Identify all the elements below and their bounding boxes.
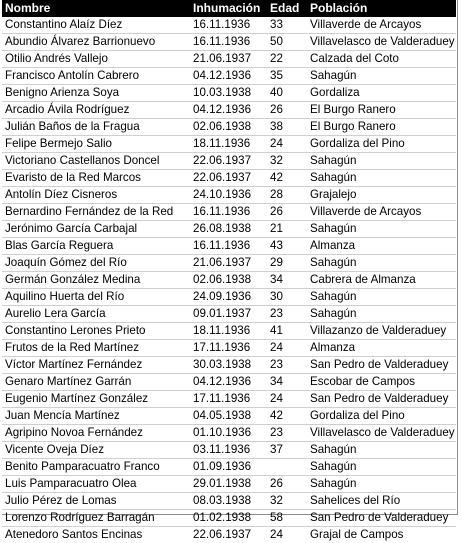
table-row [2, 357, 456, 374]
table-row [2, 306, 456, 323]
cell-edad: 24 [267, 136, 307, 153]
header-nombre: Nombre [2, 0, 190, 17]
cell-poblacion: Villavelasco de Valderaduey [307, 34, 456, 51]
table-row [2, 459, 456, 476]
cell-edad: 58 [267, 510, 307, 527]
header-inhumacion: Inhumación [190, 0, 267, 17]
cell-inhumacion: 29.01.1938 [190, 476, 267, 493]
cell-nombre: Benigno Arienza Soya [2, 85, 190, 102]
cell-poblacion: San Pedro de Valderaduey [307, 357, 456, 374]
cell-poblacion: Grajal de Campos [307, 527, 456, 543]
cell-poblacion: Villaverde de Arcayos [307, 17, 456, 34]
cell-nombre: Germán González Medina [2, 272, 190, 289]
cell-poblacion: Sahagún [307, 459, 456, 476]
cell-nombre: Aquilino Huerta del Río [2, 289, 190, 306]
cell-nombre: Antolín Díez Cisneros [2, 187, 190, 204]
cell-poblacion: Grajalejo [307, 187, 456, 204]
cell-poblacion: Almanza [307, 340, 456, 357]
table-row [2, 340, 456, 357]
cell-poblacion: Sahagún [307, 68, 456, 85]
cell-inhumacion: 30.03.1938 [190, 357, 267, 374]
table-row [2, 170, 456, 187]
cell-inhumacion: 04.12.1936 [190, 68, 267, 85]
cell-edad: 23 [267, 306, 307, 323]
cell-edad: 33 [267, 17, 307, 34]
cell-poblacion: Sahagún [307, 255, 456, 272]
cell-inhumacion: 03.11.1936 [190, 442, 267, 459]
cell-edad: 24 [267, 527, 307, 543]
cell-edad: 26 [267, 204, 307, 221]
cell-edad: 24 [267, 391, 307, 408]
cell-nombre: Abundio Álvarez Barrionuevo [2, 34, 190, 51]
cell-inhumacion: 22.06.1937 [190, 527, 267, 543]
cell-nombre: Juan Mencía Martínez [2, 408, 190, 425]
cell-edad: 26 [267, 102, 307, 119]
cell-poblacion: Villavelasco de Valderaduey [307, 425, 456, 442]
cell-poblacion: Sahagún [307, 306, 456, 323]
cell-poblacion: El Burgo Ranero [307, 119, 456, 136]
cell-inhumacion: 21.06.1937 [190, 255, 267, 272]
cell-inhumacion: 18.11.1936 [190, 323, 267, 340]
cell-edad [267, 459, 307, 476]
cell-edad: 23 [267, 425, 307, 442]
table-row [2, 34, 456, 51]
cell-inhumacion: 04.05.1938 [190, 408, 267, 425]
table-row [2, 68, 456, 85]
cell-poblacion: El Burgo Ranero [307, 102, 456, 119]
cell-inhumacion: 24.09.1936 [190, 289, 267, 306]
cell-nombre: Genaro Martínez Garrán [2, 374, 190, 391]
cell-poblacion: Almanza [307, 238, 456, 255]
cell-nombre: Luis Pamparacuatro Olea [2, 476, 190, 493]
cell-inhumacion: 17.11.1936 [190, 340, 267, 357]
cell-inhumacion: 16.11.1936 [190, 17, 267, 34]
cell-poblacion: Gordaliza del Pino [307, 408, 456, 425]
cell-inhumacion: 16.11.1936 [190, 204, 267, 221]
cell-edad: 30 [267, 289, 307, 306]
table-row [2, 17, 456, 34]
cell-edad: 43 [267, 238, 307, 255]
cell-inhumacion: 04.12.1936 [190, 102, 267, 119]
table-header [2, 0, 456, 17]
cell-inhumacion: 24.10.1936 [190, 187, 267, 204]
cell-inhumacion: 17.11.1936 [190, 391, 267, 408]
cell-inhumacion: 16.11.1936 [190, 34, 267, 51]
cell-edad: 24 [267, 340, 307, 357]
cell-edad: 42 [267, 408, 307, 425]
cell-nombre: Felipe Bermejo Salio [2, 136, 190, 153]
table-row [2, 51, 456, 68]
cell-poblacion: Gordaliza [307, 85, 456, 102]
table-row [2, 272, 456, 289]
table-row [2, 425, 456, 442]
cell-nombre: Bernardino Fernández de la Red [2, 204, 190, 221]
cell-edad: 50 [267, 34, 307, 51]
cell-edad: 26 [267, 476, 307, 493]
cell-edad: 22 [267, 51, 307, 68]
header-poblacion: Población [307, 0, 456, 17]
cell-nombre: Blas García Reguera [2, 238, 190, 255]
cell-nombre: Constantino Lerones Prieto [2, 323, 190, 340]
cell-nombre: Benito Pamparacuatro Franco [2, 459, 190, 476]
table-row [2, 476, 456, 493]
cell-nombre: Aurelio Lera García [2, 306, 190, 323]
cell-poblacion: Sahelices del Río [307, 493, 456, 510]
cell-poblacion: Sahagún [307, 442, 456, 459]
cell-nombre: Joaquín Gómez del Río [2, 255, 190, 272]
cell-nombre: Evaristo de la Red Marcos [2, 170, 190, 187]
cell-nombre: Arcadio Ávila Rodríguez [2, 102, 190, 119]
cell-poblacion: San Pedro de Valderaduey [307, 391, 456, 408]
cell-inhumacion: 22.06.1937 [190, 170, 267, 187]
cell-poblacion: Sahagún [307, 476, 456, 493]
cell-nombre: Frutos de la Red Martínez [2, 340, 190, 357]
cell-poblacion: Sahagún [307, 153, 456, 170]
cell-nombre: Jerónimo García Carbajal [2, 221, 190, 238]
cell-edad: 28 [267, 187, 307, 204]
cell-inhumacion: 10.03.1938 [190, 85, 267, 102]
table-row [2, 136, 456, 153]
cell-nombre: Constantino Alaíz Díez [2, 17, 190, 34]
table-row [2, 85, 456, 102]
table-row [2, 221, 456, 238]
cell-poblacion: Cabrera de Almanza [307, 272, 456, 289]
table-row [2, 391, 456, 408]
table-row [2, 102, 456, 119]
table-body [2, 17, 456, 543]
cell-inhumacion: 22.06.1937 [190, 153, 267, 170]
cell-inhumacion: 02.06.1938 [190, 119, 267, 136]
table-row [2, 187, 456, 204]
table-row [2, 323, 456, 340]
cell-poblacion: Sahagún [307, 170, 456, 187]
burials-table [2, 0, 456, 543]
cell-inhumacion: 02.06.1938 [190, 272, 267, 289]
cell-poblacion: Sahagún [307, 221, 456, 238]
cell-inhumacion: 01.09.1936 [190, 459, 267, 476]
header-edad: Edad [267, 0, 307, 17]
table-row [2, 442, 456, 459]
cell-poblacion: Calzada del Coto [307, 51, 456, 68]
cell-edad: 41 [267, 323, 307, 340]
cell-edad: 34 [267, 374, 307, 391]
cell-nombre: Vicente Oveja Díez [2, 442, 190, 459]
cell-edad: 29 [267, 255, 307, 272]
cell-poblacion: Gordaliza del Pino [307, 136, 456, 153]
cell-poblacion: Villaverde de Arcayos [307, 204, 456, 221]
cell-inhumacion: 26.08.1938 [190, 221, 267, 238]
cell-nombre: Eugenio Martínez González [2, 391, 190, 408]
cell-inhumacion: 16.11.1936 [190, 238, 267, 255]
data-sheet [2, 0, 458, 515]
cell-nombre: Francisco Antolín Cabrero [2, 68, 190, 85]
cell-inhumacion: 01.10.1936 [190, 425, 267, 442]
cell-nombre: Atenedoro Santos Encinas [2, 527, 190, 543]
table-row [2, 408, 456, 425]
table-row [2, 119, 456, 136]
cell-nombre: Lorenzo Rodríguez Barragán [2, 510, 190, 527]
cell-edad: 21 [267, 221, 307, 238]
cell-edad: 23 [267, 357, 307, 374]
table-row [2, 527, 456, 543]
table-row [2, 374, 456, 391]
cell-inhumacion: 04.12.1936 [190, 374, 267, 391]
cell-poblacion: Sahagún [307, 289, 456, 306]
header-row [2, 0, 456, 17]
table-row [2, 238, 456, 255]
table-row [2, 204, 456, 221]
cell-edad: 32 [267, 153, 307, 170]
cell-edad: 37 [267, 442, 307, 459]
cell-nombre: Victoriano Castellanos Doncel [2, 153, 190, 170]
cell-inhumacion: 01.02.1938 [190, 510, 267, 527]
table-row [2, 493, 456, 510]
cell-poblacion: Escobar de Campos [307, 374, 456, 391]
cell-poblacion: Villazanzo de Valderaduey [307, 323, 456, 340]
cell-nombre: Otilio Andrés Vallejo [2, 51, 190, 68]
cell-inhumacion: 08.03.1938 [190, 493, 267, 510]
cell-edad: 38 [267, 119, 307, 136]
cell-edad: 35 [267, 68, 307, 85]
cell-nombre: Víctor Martínez Fernández [2, 357, 190, 374]
cell-edad: 42 [267, 170, 307, 187]
cell-edad: 34 [267, 272, 307, 289]
cell-nombre: Julián Baños de la Fragua [2, 119, 190, 136]
cell-inhumacion: 21.06.1937 [190, 51, 267, 68]
cell-nombre: Julio Pérez de Lomas [2, 493, 190, 510]
table-row [2, 255, 456, 272]
cell-edad: 32 [267, 493, 307, 510]
cell-inhumacion: 18.11.1936 [190, 136, 267, 153]
cell-inhumacion: 09.01.1937 [190, 306, 267, 323]
cell-poblacion: San Pedro de Valderaduey [307, 510, 456, 527]
table-row [2, 153, 456, 170]
table-row [2, 289, 456, 306]
table-row [2, 510, 456, 527]
cell-edad: 40 [267, 85, 307, 102]
cell-nombre: Agripino Novoa Fernández [2, 425, 190, 442]
